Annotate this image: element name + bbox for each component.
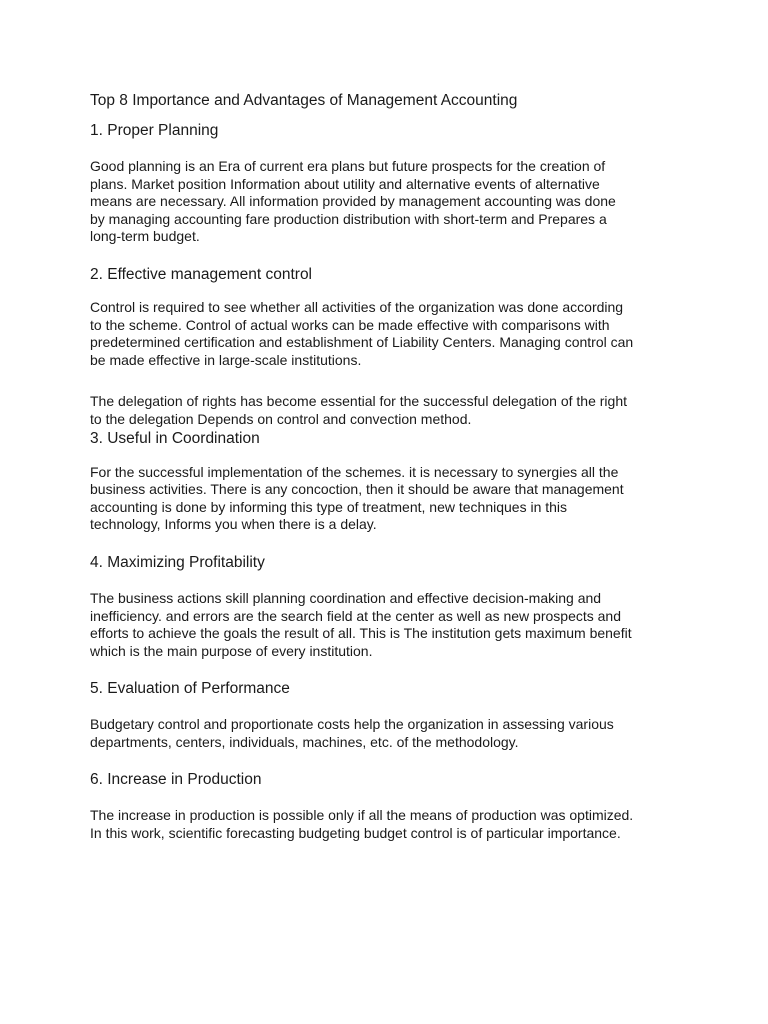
section-paragraph-management-control: Control is required to see whether all activities of the organization was done according to the scheme. Control of actual works can be made effective with comparisons with predetermined certification and establishment of Liability Centers. Managing control can be made effective in large-scale institutions. — [90, 298, 634, 368]
document-title: Top 8 Importance and Advantages of Management Accounting — [90, 92, 518, 109]
section-heading-proper-planning: 1. Proper Planning — [90, 122, 219, 139]
section-paragraph-proper-planning: Good planning is an Era of current era plans but future prospects for the creation of plans. Market position Information about utility and alternative events of alternative means are necessary. All information provided by management accounting was done by managing accounting fare production distribution with short-term and Prepares a long-term budget. — [90, 158, 616, 245]
section-paragraph-coordination: For the successful implementation of the schemes. it is necessary to synergies all the business activities. There is any concoction, then it should be aware that management accounting is done by informing this type of treatment, new techniques in this technology, Informs you when there is a delay. — [90, 463, 624, 533]
section-heading-coordination: 3. Useful in Coordination — [90, 429, 260, 447]
section-heading-management-control: 2. Effective management control — [90, 265, 313, 283]
section-paragraph-delegation: The delegation of rights has become essential for the successful delegation of the right to the delegation Depends on control and convection method. — [90, 393, 627, 427]
section-heading-performance: 5. Evaluation of Performance — [90, 680, 290, 698]
section-paragraph-performance: Budgetary control and proportionate costs help the organization in assessing various departments, centers, individuals, machines, etc. of the methodology. — [90, 716, 614, 750]
section-paragraph-profitability: The business actions skill planning coordination and effective decision-making and inefficiency. and errors are the search field at the center as well as new prospects and efforts to achieve the goals the result of all. This is The institution gets maximum benefit which is the main purpose of every institution. — [90, 589, 632, 659]
section-paragraph-production: The increase in production is possible only if all the means of production was optimized. In this work, scientific forecasting budgeting budget control is of particular importance. — [90, 807, 634, 842]
section-heading-profitability: 4. Maximizing Profitability — [90, 553, 265, 571]
document-content — [90, 91, 690, 843]
section-heading-production: 6. Increase in Production — [90, 771, 262, 789]
